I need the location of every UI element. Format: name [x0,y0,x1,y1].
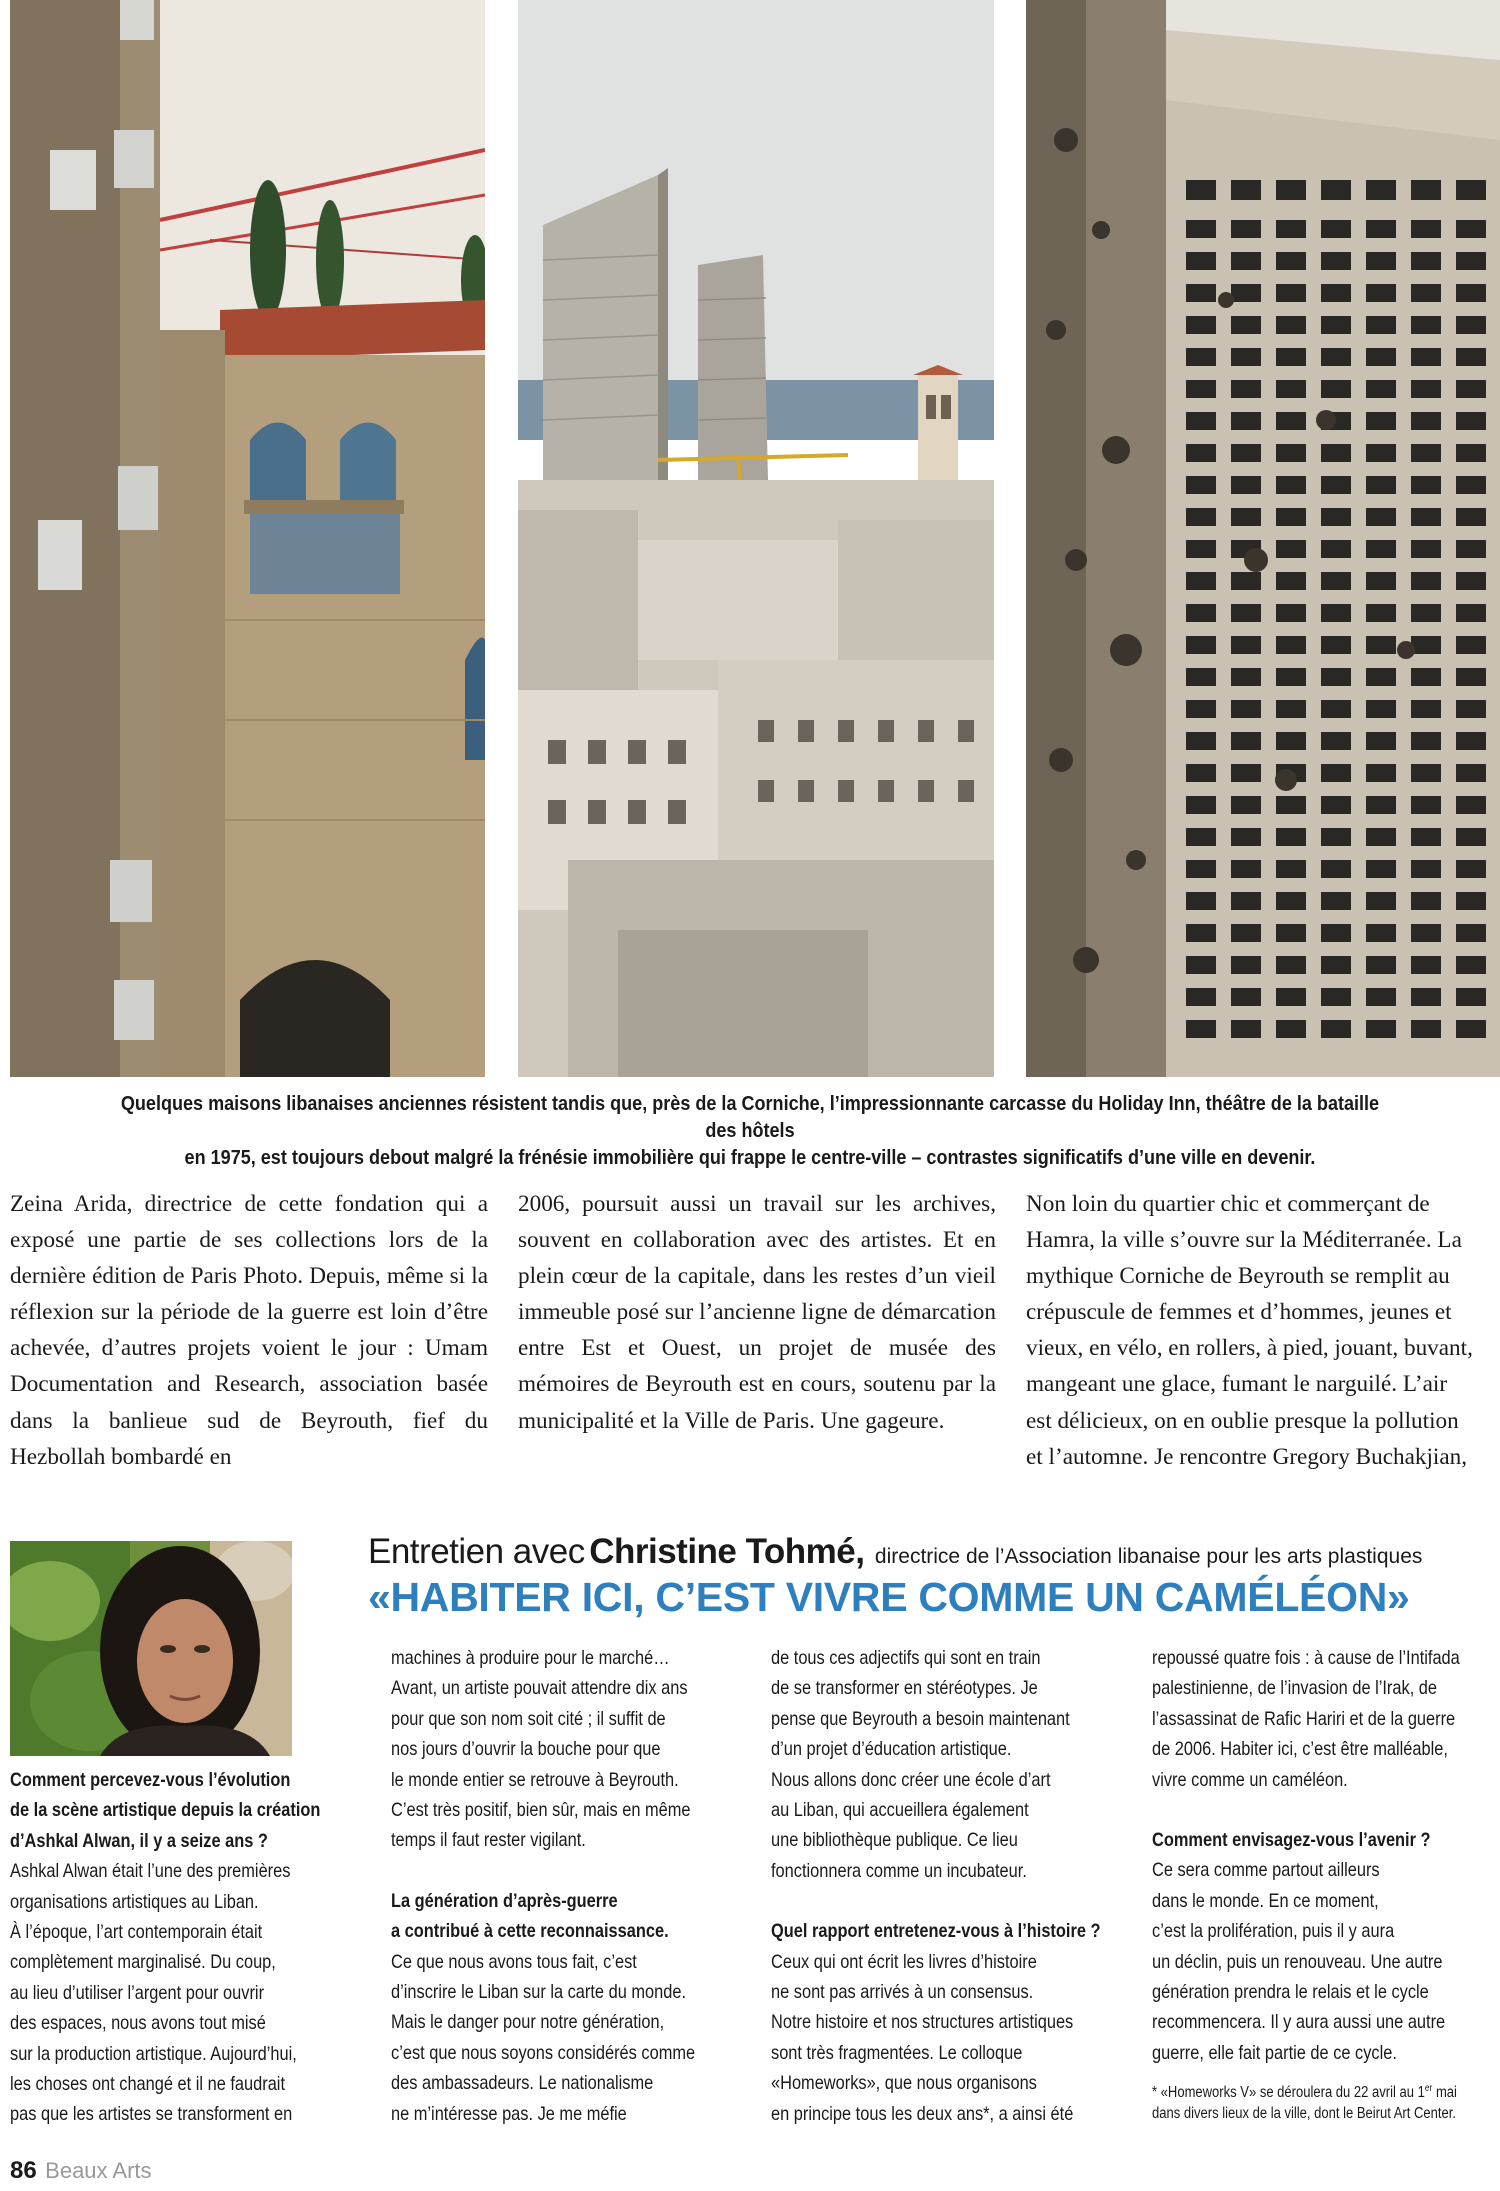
question-line: Comment envisagez-vous l’avenir ? [1152,1829,1431,1852]
paragraph-gap [391,1856,731,1886]
answer-line: C’est très positif, bien sûr, mais en même [391,1799,691,1822]
answer-line: nos jours d’ouvrir la bouche pour que [391,1738,661,1761]
answer-line: des espaces, nous avons tout misé [10,2012,266,2035]
answer-line: Ce que nous avons tous fait, c’est [391,1950,637,1973]
answer-line: de 2006. Habiter ici, c’est être malléable, [1152,1738,1448,1761]
caption-line-1: Quelques maisons libanaises anciennes résistent tandis que, près de la Corniche, l’impressionnante carcasse du Holiday Inn, théâtre de la bataille des hôtels [120,1092,1380,1142]
interview-column-1 [10,1765,350,2130]
answer-line: pour que son nom soit cité ; il suffit de [391,1707,666,1730]
interviewee-role: directrice de l’Association libanaise pour les arts plastiques [874,1545,1423,1568]
portrait-christine-tohme [10,1541,292,1756]
answer-line: d’un projet d’éducation artistique. [771,1738,1012,1761]
answer-line: Notre histoire et nos structures artistiques [771,2011,1074,2034]
answer-line: Ce sera comme partout ailleurs [1152,1859,1380,1882]
question-line: Comment percevez-vous l’évolution [10,1769,291,1791]
answer-line: au Liban, qui accueillera également [771,1799,1029,1822]
answer-line: fonctionnera comme un incubateur. [771,1859,1027,1882]
interview-title: «HABITER ICI, C’EST VIVRE COMME UN CAMÉLÉON» [368,1574,1410,1620]
answer-line: organisations artistiques au Liban. [10,1890,259,1913]
article-col3-line: Hamra, la ville s’ouvre sur la Méditerranée. La [1026,1227,1462,1254]
article-col3-line: est délicieux, on en oublie presque la pollution [1026,1407,1459,1434]
article-column-3 [1026,1186,1500,1475]
photo-beirut-skyline [518,0,994,1077]
article-col3-line: mythique Corniche de Beyrouth se remplit au [1026,1263,1450,1290]
interview-column-2 [391,1643,731,2129]
photo-old-lebanese-house [10,0,485,1077]
footnote-line-1-text: * «Homeworks V» se déroulera du 22 avril au 1 [1152,2084,1425,2102]
article-column-2: 2006, poursuit aussi un travail sur les archives, souvent en collaboration avec des artistes. Et en plein cœur de la capitale, dans les restes d’un vieil immeuble posé sur l’ancienne ligne de démarcation entre Est et Ouest, un projet de musée des mémoires de Beyrouth est en cours, soutenu par la municipalité et la Ville de Paris. Une gageure. [518,1191,996,1434]
footnote-line-1-end: mai [1432,2084,1457,2102]
answer-line: d’inscrire le Liban sur la carte du monde. [391,1981,686,2004]
answer-line: Ceux qui ont écrit les livres d’histoire [771,1950,1037,1973]
photo-holiday-inn-ruin [1026,0,1500,1077]
answer-line: Avant, un artiste pouvait attendre dix ans [391,1677,688,1700]
interview-column-3 [771,1643,1111,2129]
page-folio [10,2157,152,2185]
article-col3-line: et l’automne. Je rencontre Gregory Buchakjian, [1026,1443,1468,1470]
answer-line: des ambassadeurs. Le nationalisme [391,2072,654,2095]
answer-line: recommencera. Il y aura aussi une autre [1152,2011,1446,2034]
answer-line: repoussé quatre fois : à cause de l’Intifada [1152,1647,1460,1669]
answer-line: temps il faut rester vigilant. [391,1829,586,1852]
answer-line: pense que Beyrouth a besoin maintenant [771,1707,1070,1730]
answer-line: ne sont pas arrivés à un consensus. [771,1981,1034,2004]
interview-prefix: Entretien avec [368,1532,585,1571]
paragraph-gap [1152,1795,1492,1825]
answer-line: ne m’intéresse pas. Je me méfie [391,2102,627,2125]
photo-caption [108,1090,1393,1171]
article-column-1: Zeina Arida, directrice de cette fondation qui a exposé une partie de ses collections lors de la dernière édition de Paris Photo. Depuis, même si la réflexion sur la période de la guerre est loin d’être achevée, d’autres projets voient le jour : Umam Documentation and Research, association basée dans la banlieue sud de Beyrouth, fief du Hezbollah bombardé en [10,1191,488,1470]
caption-line-2: en 1975, est toujours debout malgré la frénésie immobilière qui frappe le centre-ville – contrastes significatifs d’une ville en devenir. [184,1146,1316,1169]
interview-column-4 [1152,1643,1492,2124]
answer-line: vivre comme un caméléon. [1152,1768,1348,1791]
answer-line: À l’époque, l’art contemporain était [10,1921,263,1944]
answer-line: Mais le danger pour notre génération, [391,2011,665,2034]
answer-line: «Homeworks», que nous organisons [771,2072,1037,2095]
paragraph-gap [771,1886,1111,1916]
interviewee-name: Christine Tohmé, [589,1532,865,1571]
question-line: a contribué à cette reconnaissance. [391,1920,669,1943]
answer-line: génération prendra le relais et le cycle [1152,1981,1429,2004]
answer-line: en principe tous les deux ans*, a ainsi été [771,2102,1074,2125]
answer-line: c’est la prolifération, puis il y aura [1152,1920,1395,1943]
answer-line: dans le monde. En ce moment, [1152,1889,1379,1912]
question-line: Quel rapport entretenez-vous à l’histoire ? [771,1920,1101,1943]
article-col3-line: mangeant une glace, fumant le narguilé. L’air [1026,1371,1448,1398]
article-col3-line: crépuscule de femmes et d’hommes, jeunes et [1026,1299,1452,1326]
answer-line: palestinienne, de l’invasion de l’Irak, de [1152,1677,1438,1700]
answer-line: de se transformer en stéréotypes. Je [771,1677,1038,1700]
answer-line: au lieu d’utiliser l’argent pour ouvrir [10,1981,265,2004]
answer-line: l’assassinat de Rafic Hariri et de la guerre [1152,1707,1456,1730]
answer-line: le monde entier se retrouve à Beyrouth. [391,1768,679,1791]
answer-line: de tous ces adjectifs qui sont en train [771,1647,1041,1669]
answer-line: les choses ont changé et il ne faudrait [10,2073,286,2096]
answer-line: une bibliothèque publique. Ce lieu [771,1829,1018,1852]
article-col3-line: vieux, en vélo, en rollers, à pied, jouant, buvant, [1026,1335,1473,1362]
interview-header [368,1532,1500,1621]
answer-line: Ashkal Alwan était l’une des premières [10,1860,291,1883]
interview-byline [368,1532,1500,1572]
answer-line: Nous allons donc créer une école d’art [771,1768,1051,1791]
page-number: 86 [10,2157,37,2184]
answer-line: pas que les artistes se transforment en [10,2103,293,2126]
answer-line: un déclin, puis un renouveau. Une autre [1152,1950,1443,1973]
answer-line: c’est que nous soyons considérés comme [391,2041,696,2064]
answer-line: complètement marginalisé. Du coup, [10,1951,276,1974]
question-line: d’Ashkal Alwan, il y a seize ans ? [10,1829,268,1852]
question-line: La génération d’après-guerre [391,1889,618,1912]
answer-line: guerre, elle fait partie de ce cycle. [1152,2041,1397,2064]
article-col3-line: Non loin du quartier chic et commerçant de [1026,1191,1430,1217]
question-line: de la scène artistique depuis la création [10,1799,321,1822]
answer-line: machines à produire pour le marché… [391,1647,670,1669]
magazine-name: Beaux Arts [45,2158,152,2183]
footnote-ordinal: er [1424,2083,1433,2095]
footnote [1152,2078,1492,2124]
answer-line: sur la production artistique. Aujourd’hui, [10,2042,297,2065]
answer-line: sont très fragmentées. Le colloque [771,2041,1023,2064]
footnote-line-2: dans divers lieux de la ville, dont le Beirut Art Center. [1152,2105,1456,2123]
footnote-line-1 [1152,2078,1457,2103]
